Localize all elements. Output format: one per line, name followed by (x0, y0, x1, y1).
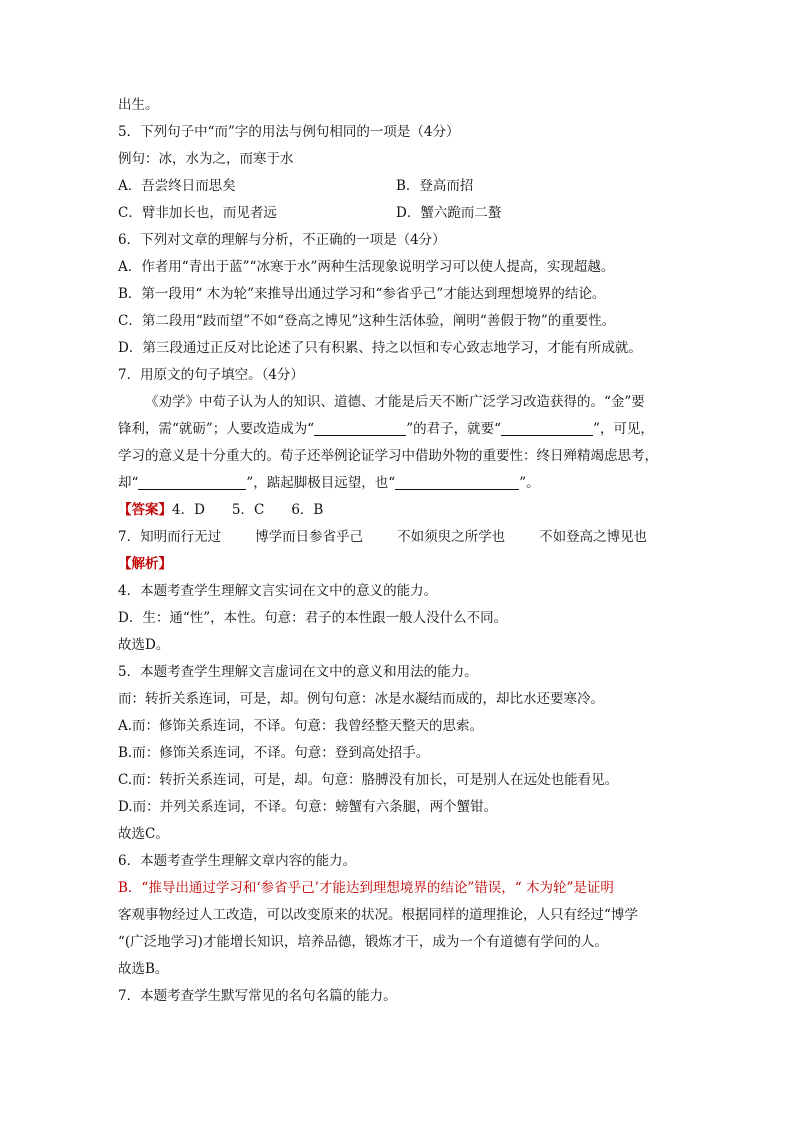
option-b: B．登高而招 (396, 178, 474, 194)
fill-blank-3[interactable] (138, 473, 246, 490)
analysis-line: 7．本题考查学生默写常见的名句名篇的能力。 (118, 988, 397, 1004)
analysis-line: 故选D。 (118, 637, 170, 653)
answer-mc: 4．D 5．C 6．B (172, 502, 324, 518)
analysis-line: C.而：转折关系连词，可是，却。句意：胳膊没有加长，可是别人在远处也能看见。 (118, 772, 619, 788)
analysis-line: 6．本题考查学生理解文章内容的能力。 (118, 853, 357, 869)
question-5-stem: 5．下列句子中“而”字的用法与例句相同的一项是（4分） (118, 124, 460, 140)
question-5-example: 例句：冰，水为之，而寒于水 (118, 151, 294, 167)
option-c: C．臂非加长也，而见者远 (118, 205, 277, 221)
analysis-line: 故选C。 (118, 826, 169, 842)
question-7-paragraph: 《劝学》中荀子认为人的知识、道德、才能是后天不断广泛学习改造获得的。“金”要 (145, 394, 645, 410)
analysis-line: D.而：并列关系连词，不译。句意：螃蟹有六条腿，两个蟹钳。 (118, 799, 498, 815)
option-d: D．第三段通过正反对比论述了只有积累、持之以恒和专心致志地学习，才能有所成就。 (118, 340, 642, 356)
analysis-line: 故选B。 (118, 961, 169, 977)
answer-q7: 7． 知明而行无过 博学而日参省乎己 不如须臾之所学也 不如登高之博见也 (118, 524, 688, 551)
answer-label: 【答案】 (118, 502, 172, 518)
document-page (118, 92, 688, 1010)
analysis-line: A.而：修饰关系连词，不译。句意：我曾经整天整天的思索。 (118, 718, 484, 734)
fill-blank-1[interactable] (314, 419, 406, 436)
analysis-line: 客观事物经过人工改造，可以改变原来的状况。根据同样的道理推论，人只有经过“博学 (118, 907, 638, 923)
analysis-line: 而：转折关系连词，可是，却。例句句意：冰是水凝结而成的，却比水还要寒冷。 (118, 691, 604, 707)
analysis-line: B.而：修饰关系连词，不译。句意：登到高处招手。 (118, 745, 430, 761)
fill-blank-4[interactable] (395, 473, 519, 490)
fill-blank-2[interactable] (501, 419, 593, 436)
answer-item: 不如登高之博见也 (539, 529, 648, 545)
answer-item: 知明而行无过 (140, 529, 222, 545)
analysis-line: 5．本题考查学生理解文言虚词在文中的意义和用法的能力。 (118, 664, 478, 680)
text-line: 出生。 (118, 97, 159, 113)
question-5-options-cd (118, 200, 688, 227)
question-7-paragraph: 锋利，需“就砺”；人要改造成为“ ”的君子，就要“ ”，可见， (118, 421, 654, 437)
question-5-options-ab (118, 173, 688, 200)
question-7-paragraph: 学习的意义是十分重大的。荀子还举例论证学习中借助外物的重要性：终日殚精竭虑思考， (118, 448, 658, 464)
option-a: A．作者用“青出于蓝”“冰寒于水”两种生活现象说明学习可以使人提高，实现超越。 (118, 259, 615, 275)
analysis-line: “(广泛地学习)才能增长知识，培养品德，锻炼才干，成为一个有道德有学问的人。 (118, 934, 608, 950)
analysis-line: 4．本题考查学生理解文言实词在文中的意义的能力。 (118, 583, 438, 599)
analysis-error-highlight: B．“推导出通过学习和‘参省乎己’才能达到理想境界的结论”错误，“ 木为轮”是证明 (118, 880, 614, 896)
analysis-label: 【解析】 (118, 556, 172, 572)
question-6-stem: 6．下列对文章的理解与分析，不正确的一项是（4分） (118, 232, 446, 248)
option-b: B．第一段用“ 木为轮”来推导出通过学习和“参省乎己”才能达到理想境界的结论。 (118, 286, 606, 302)
option-c: C．第二段用“跂而望”不如“登高之博见”这种生活体验，阐明“善假于物”的重要性。 (118, 313, 616, 329)
question-7-paragraph: 却“ ”，踮起脚极目远望，也“ ”。 (118, 475, 540, 491)
option-d: D．蟹六跪而二螯 (396, 205, 502, 221)
option-a: A．吾尝终日而思矣 (118, 178, 236, 194)
answer-item: 博学而日参省乎己 (255, 529, 364, 545)
question-7-stem: 7．用原文的句子填空。（4分） (118, 367, 304, 383)
analysis-line: D．生：通“性”，本性。句意：君子的本性跟一般人没什么不同。 (118, 610, 508, 626)
answer-line (118, 497, 688, 524)
answer-item: 不如须臾之所学也 (397, 529, 506, 545)
